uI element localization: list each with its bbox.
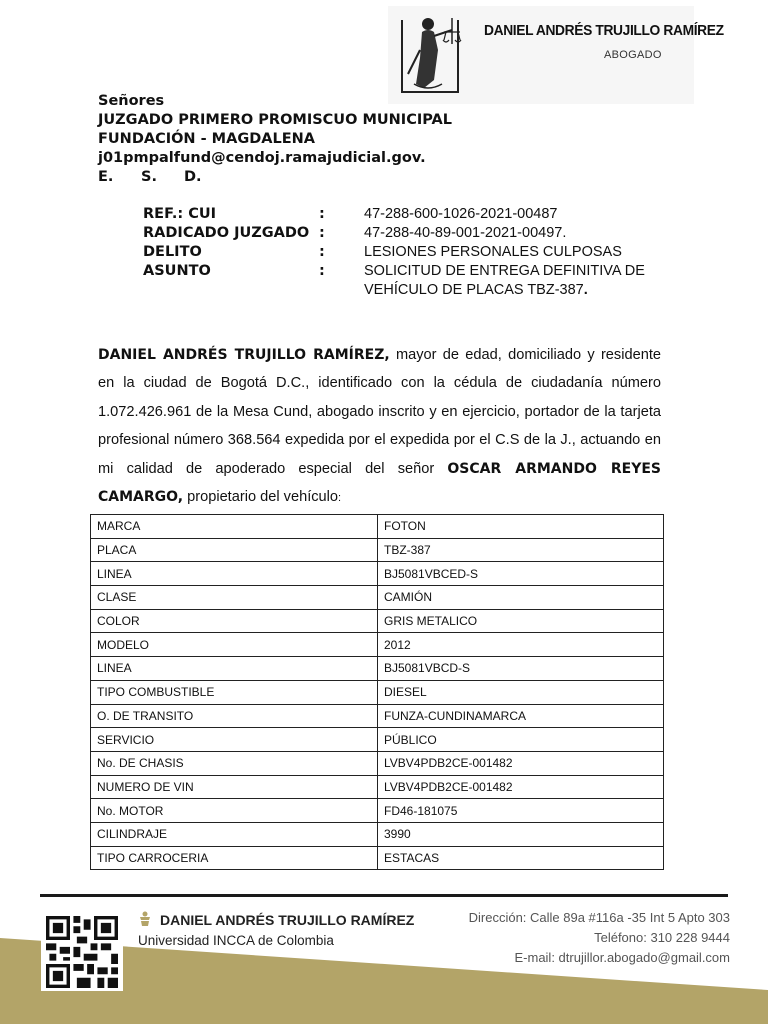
footer-contact <box>469 908 730 968</box>
footer-university: Universidad INCCA de Colombia <box>138 933 334 948</box>
vehicle-table-row <box>91 562 664 586</box>
ref-key <box>143 281 319 300</box>
vehicle-field-value: BJ5081VBCD-S <box>378 657 664 681</box>
vehicle-field-label: No. DE CHASIS <box>91 751 378 775</box>
vehicle-field-value: 2012 <box>378 633 664 657</box>
vehicle-field-value: LVBV4PDB2CE-001482 <box>378 775 664 799</box>
vehicle-table-row <box>91 704 664 728</box>
footer-divider <box>40 894 728 897</box>
vehicle-field-value: BJ5081VBCED-S <box>378 562 664 586</box>
vehicle-field-value: FOTON <box>378 515 664 539</box>
ref-value: 47-288-600-1026-2021-00487 <box>364 206 558 222</box>
vehicle-field-value: LVBV4PDB2CE-001482 <box>378 751 664 775</box>
ref-key: RADICADO JUZGADO <box>143 225 310 241</box>
client-name: OSCAR ARMANDO REYES CAMARGO, <box>98 460 661 506</box>
vehicle-table-row <box>91 751 664 775</box>
vehicle-field-label: SERVICIO <box>91 728 378 752</box>
vehicle-field-value: FUNZA-CUNDINAMARCA <box>378 704 664 728</box>
ref-colon: : <box>319 225 325 241</box>
vehicle-table-row <box>91 609 664 633</box>
vehicle-table-row <box>91 538 664 562</box>
vehicle-field-value: 3990 <box>378 822 664 846</box>
footer-phone: Teléfono: 310 228 9444 <box>594 930 730 945</box>
vehicle-field-value: DIESEL <box>378 680 664 704</box>
vehicle-table-row <box>91 822 664 846</box>
vehicle-field-label: LINEA <box>91 657 378 681</box>
vehicle-field-label: COLOR <box>91 609 378 633</box>
esd-s: S. <box>141 169 157 185</box>
vehicle-table-row <box>91 680 664 704</box>
vehicle-table-row <box>91 515 664 539</box>
footer-address: Dirección: Calle 89a #116a -35 Int 5 Apto 303 <box>468 910 730 925</box>
ref-colon <box>319 281 364 300</box>
ref-row <box>143 224 654 243</box>
ref-value-period: . <box>583 282 588 298</box>
ref-colon: : <box>319 206 325 222</box>
qr-code-icon <box>41 913 123 991</box>
ref-colon: : <box>319 263 325 279</box>
ref-row <box>143 205 654 224</box>
lawyer-name: DANIEL ANDRÉS TRUJILLO RAMÍREZ, <box>98 347 390 363</box>
ref-key: ASUNTO <box>143 263 211 279</box>
vehicle-table-row <box>91 775 664 799</box>
body-text-end: : <box>338 492 342 505</box>
vehicle-table <box>90 514 664 870</box>
ref-value <box>364 281 654 300</box>
esd-e: E. <box>98 169 114 185</box>
vehicle-field-value: PÚBLICO <box>378 728 664 752</box>
vehicle-field-label: LINEA <box>91 562 378 586</box>
ref-row <box>143 281 654 300</box>
vehicle-table-row <box>91 799 664 823</box>
vehicle-field-label: MODELO <box>91 633 378 657</box>
addressee-block <box>98 92 452 187</box>
vehicle-field-value: TBZ-387 <box>378 538 664 562</box>
logo-subtitle: ABOGADO <box>604 49 662 61</box>
footer-name: DANIEL ANDRÉS TRUJILLO RAMÍREZ <box>160 912 415 928</box>
body-text-2: propietario del vehículo <box>183 489 339 506</box>
lady-justice-icon <box>394 10 466 96</box>
esd-d: D. <box>184 169 202 185</box>
body-paragraph <box>98 341 661 512</box>
vehicle-field-label: TIPO COMBUSTIBLE <box>91 680 378 704</box>
vehicle-table-row <box>91 728 664 752</box>
ref-colon: : <box>319 244 325 260</box>
footer-email: E-mail: dtrujillor.abogado@gmail.com <box>514 950 730 965</box>
vehicle-field-label: No. MOTOR <box>91 799 378 823</box>
vehicle-field-label: TIPO CARROCERIA <box>91 846 378 870</box>
vehicle-field-label: PLACA <box>91 538 378 562</box>
vehicle-table-row <box>91 657 664 681</box>
vehicle-field-label: CILINDRAJE <box>91 822 378 846</box>
ref-key: DELITO <box>143 244 202 260</box>
court-email: j01pmpalfund@cendoj.ramajudicial.gov. <box>98 150 426 166</box>
ref-row <box>143 262 654 281</box>
vehicle-table-row <box>91 586 664 610</box>
vehicle-field-value: GRIS METALICO <box>378 609 664 633</box>
greeting: Señores <box>98 93 165 109</box>
vehicle-field-label: CLASE <box>91 586 378 610</box>
ref-row <box>143 243 654 262</box>
vehicle-field-value: FD46-181075 <box>378 799 664 823</box>
reference-block <box>143 205 654 300</box>
vehicle-table-row <box>91 846 664 870</box>
ref-value: SOLICITUD DE ENTREGA DEFINITIVA DE <box>364 263 645 279</box>
ref-key: REF.: CUI <box>143 206 217 222</box>
vehicle-field-label: O. DE TRANSITO <box>91 704 378 728</box>
logo-name: DANIEL ANDRÉS TRUJILLO RAMÍREZ <box>484 22 724 39</box>
footer-emblem-icon <box>138 911 152 927</box>
court-name: JUZGADO PRIMERO PROMISCUO MUNICIPAL <box>98 112 452 128</box>
ref-value: LESIONES PERSONALES CULPOSAS <box>364 244 622 260</box>
vehicle-table-row <box>91 633 664 657</box>
vehicle-field-label: MARCA <box>91 515 378 539</box>
ref-value-text: VEHÍCULO DE PLACAS TBZ-387 <box>364 282 584 298</box>
ref-value: 47-288-40-89-001-2021-00497. <box>364 225 567 241</box>
vehicle-field-value: ESTACAS <box>378 846 664 870</box>
esd-line <box>98 168 452 187</box>
vehicle-field-label: NUMERO DE VIN <box>91 775 378 799</box>
court-city: FUNDACIÓN - MAGDALENA <box>98 131 315 147</box>
vehicle-field-value: CAMIÓN <box>378 586 664 610</box>
body-text-1: mayor de edad, domiciliado y residente en la ciudad de Bogotá D.C., identificado con la cédula de ciudadanía número 1.072.426.961 de la Mesa Cund, abogado inscrito y en ejercicio, portador de la tarjeta profesional número 368.564 expedida por el expedida por el C.S de la J., actuando en mi calidad de apoderado especial del señor <box>98 347 661 477</box>
